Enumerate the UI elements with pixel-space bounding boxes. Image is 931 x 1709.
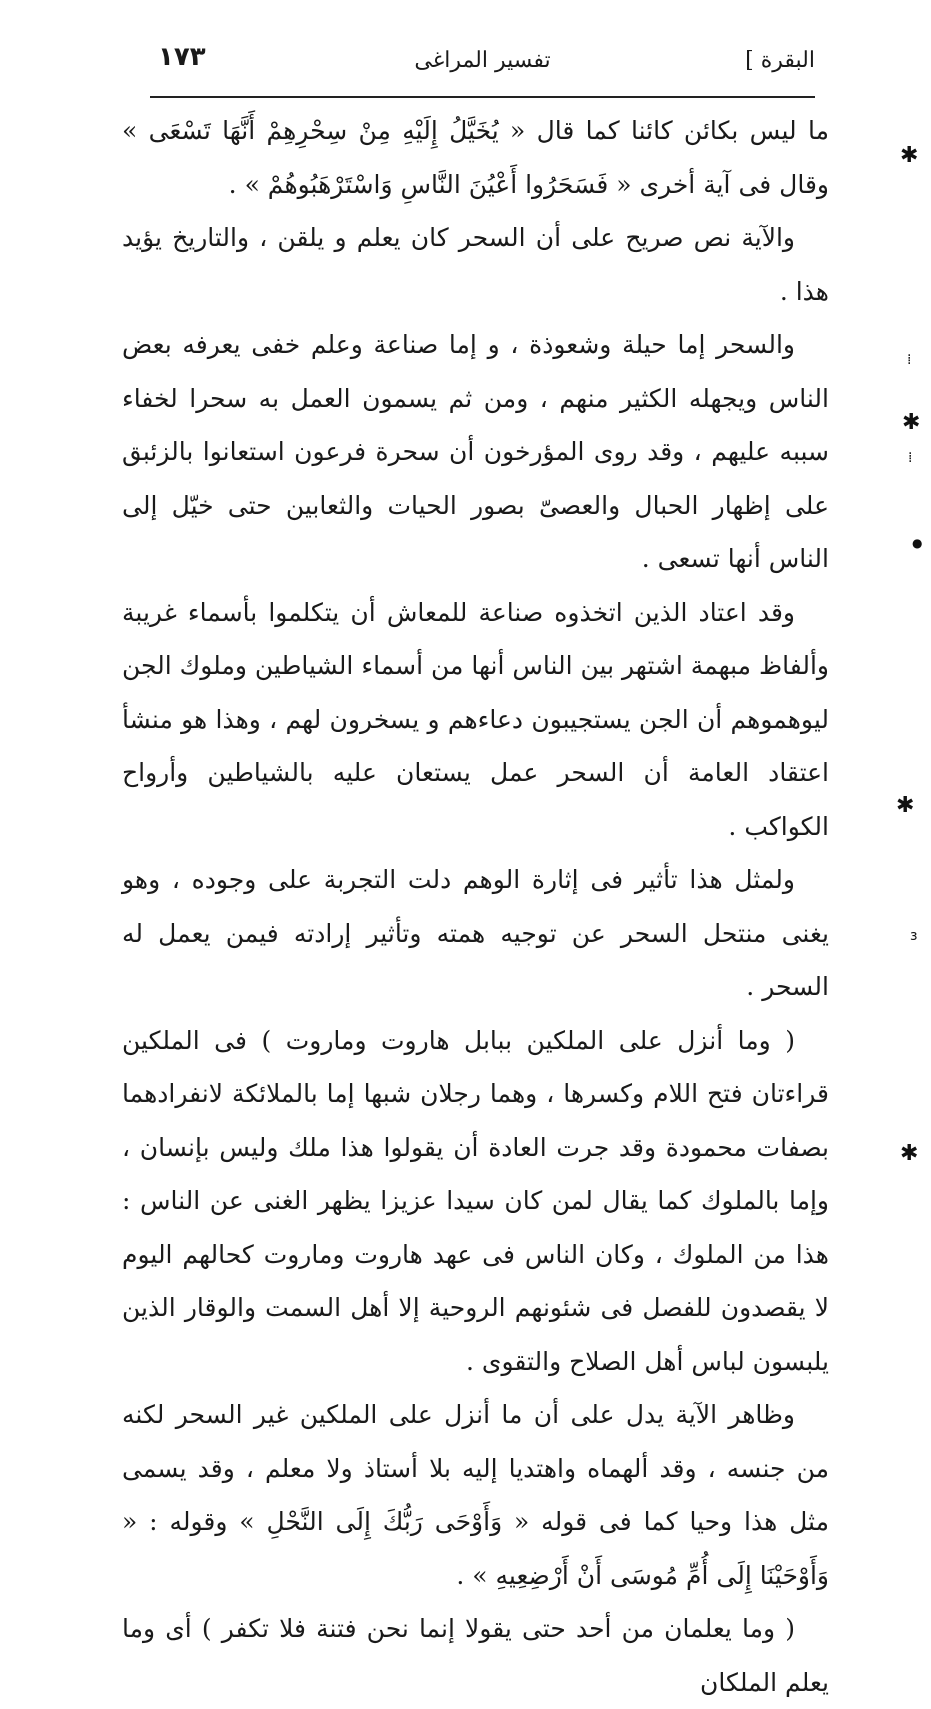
- scan-mark: ✱: [900, 1141, 919, 1166]
- paragraph: وقد اعتاد الذين اتخذوه صناعة للمعاش أن يتكلموا بأسماء غريبة وألفاظ مبهمة اشتهر بين الناس أنها من أسماء الشياطين وملوك الجن ليوهموهم أن الجن يستجيبون دعاءهم و يسخرون لهم ، وهذا هو منشأ اعتقاد العامة أن السحر عمل يستعان عليه بالشياطين وأرواح الكواكب .: [121, 597, 829, 841]
- page-header: [150, 40, 815, 98]
- paragraph: وظاهر الآية يدل على أن ما أنزل على الملكين غير السحر لكنه من جنسه ، وقد ألهماه واهتديا إليه بلا أستاذ ولا معلم ، وقد يسمى مثل هذا وحيا كما فى قوله « وَأَوْحَى رَبُّكَ إِلَى النَّحْلِ » وقوله : « وَأَوْحَيْنَا إِلَى أُمِّ مُوسَى أَنْ أَرْضِعِيهِ » .: [122, 1400, 829, 1590]
- book-title: تفسير المراغى: [414, 48, 551, 73]
- paragraph: ما ليس بكائن كائنا كما قال « يُخَيَّلُ إِلَيْهِ مِنْ سِحْرِهِمْ أَنَّهَا تَسْعَى » وقال فى آية أخرى « فَسَحَرُوا أَعْيُنَ النَّاسِ وَاسْتَرْهَبُوهُمْ » .: [122, 116, 829, 199]
- scan-mark: ✱: [896, 793, 915, 818]
- paragraph: والسحر إما حيلة وشعوذة ، و إما صناعة وعلم خفى يعرفه بعض الناس ويجهله الكثير منهم ، ومن ثم يسمون العمل به سحرا لخفاء سببه عليهم ، وقد روى المؤرخون أن سحرة فرعون استعانوا بالزئبق على إظهار الحبال والعصىّ بصور الحيات والثعابين حتى خيّل إلى الناس أنها تسعى .: [122, 330, 829, 573]
- paragraph: ولمثل هذا تأثير فى إثارة الوهم دلت التجربة على وجوده ، وهو يغنى منتحل السحر عن توجيه همته وتأثير إرادته فيمن يعمل له السحر .: [122, 865, 829, 1001]
- paragraph: ( وما يعلمان من أحد حتى يقولا إنما نحن فتنة فلا تكفر ) أى وما يعلم الملكان: [122, 1614, 829, 1697]
- scan-mark: ⁞: [908, 450, 913, 466]
- scan-mark: ⁞: [907, 352, 912, 368]
- paragraph: ( وما أنزل على الملكين ببابل هاروت وماروت ) فى الملكين قراءتان فتح اللام وكسرها ، وهما رجلان شبها إما بالملائكة لانفرادهما بصفات محمودة وقد جرت العادة أن يقولوا هذا ملك وليس بإنسان ، وإما بالملوك كما يقال لمن كان سيدا عزيزا يظهر الغنى عن الناس : هذا من الملوك ، وكان الناس فى عهد هاروت وماروت كحالهم اليوم لا يقصدون للفصل فى شئونهم الروحية إلا أهل السمت والوقار الذين يلبسون لباس أهل الصلاح والتقوى .: [122, 1025, 829, 1376]
- scan-mark: ɜ: [910, 928, 918, 944]
- page-number: ١٧٣: [158, 42, 206, 72]
- scan-mark: ●: [912, 536, 923, 550]
- scan-mark: ✱: [900, 143, 919, 168]
- body-text: [122, 104, 829, 1709]
- scan-mark: ✱: [902, 410, 921, 435]
- surah-name: البقرة ]: [745, 48, 815, 73]
- paragraph: والآية نص صريح على أن السحر كان يعلم و يلقن ، والتاريخ يؤيد هذا .: [122, 223, 829, 306]
